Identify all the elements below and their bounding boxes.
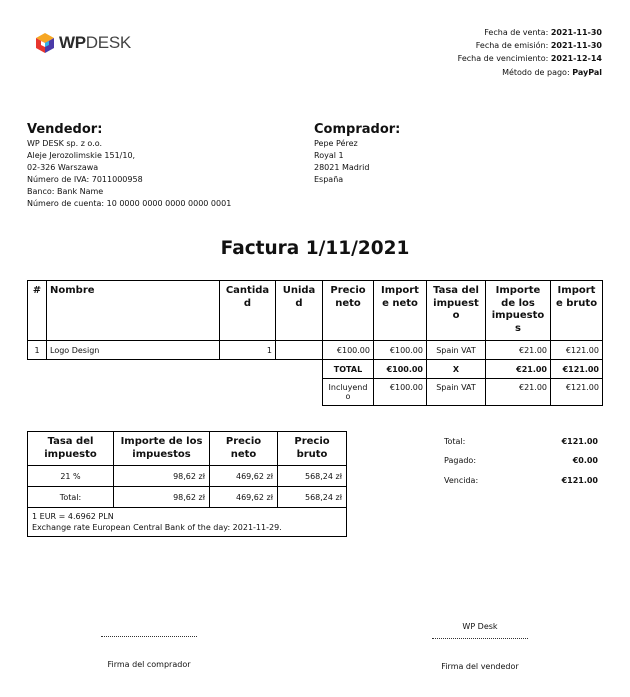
tax-amount: 98,62 zł <box>114 466 210 487</box>
col-number: # <box>28 281 47 341</box>
tax-total-label: Total: <box>28 487 114 508</box>
tax-header-row <box>28 432 347 466</box>
item-number: 1 <box>28 341 47 360</box>
item-net-price: €100.00 <box>323 341 374 360</box>
seller-heading: Vendedor: <box>27 122 103 137</box>
signature-line <box>101 636 197 637</box>
tax-gross: 568,24 zł <box>278 466 347 487</box>
item-gross-amount: €121.00 <box>551 341 603 360</box>
tax-total-amount: 98,62 zł <box>114 487 210 508</box>
col-tax-rate: Tasa del impuest o <box>427 281 486 341</box>
item-unit <box>276 341 323 360</box>
buyer-signature-label: Firma del comprador <box>107 660 191 669</box>
seller-name: WP DESK sp. z o.o. <box>27 139 103 148</box>
col-unit: Unida d <box>276 281 323 341</box>
item-tax-amount: €21.00 <box>486 341 551 360</box>
items-header-row <box>28 281 603 341</box>
item-name: Logo Design <box>47 341 220 360</box>
total-tax-rate: X <box>427 360 486 379</box>
invoice-title: Factura 1/11/2021 <box>220 238 410 259</box>
items-table <box>27 280 603 406</box>
buyer-street: Royal 1 <box>314 151 344 160</box>
total-gross: €121.00 <box>551 360 603 379</box>
tax-total-gross: 568,24 zł <box>278 487 347 508</box>
item-quantity: 1 <box>220 341 276 360</box>
issue-date-row: Fecha de emisión: 2021-11-30 <box>475 41 602 51</box>
seller-city: 02-326 Warszawa <box>27 163 99 172</box>
seller-signature-name: WP Desk <box>462 622 498 631</box>
total-net: €100.00 <box>374 360 427 379</box>
total-tax: €21.00 <box>486 360 551 379</box>
payment-totals <box>444 432 598 490</box>
exchange-source: Exchange rate European Central Bank of the day: 2021-11-29. <box>32 523 282 532</box>
seller-signature-label: Firma del vendedor <box>441 662 519 671</box>
including-label: Incluyend o <box>323 379 374 406</box>
including-row <box>28 379 603 406</box>
col-net-price: Precio neto <box>210 432 278 466</box>
col-gross-amount: Import e bruto <box>551 281 603 341</box>
exchange-rate: 1 EUR = 4.6962 PLN <box>32 512 114 521</box>
table-row <box>28 466 347 487</box>
seller-street: Aleje Jerozolimskie 151/10, <box>27 151 136 160</box>
buyer-signature <box>100 636 198 669</box>
seller-signature <box>431 622 529 671</box>
col-net-price: Precio neto <box>323 281 374 341</box>
seller-account: Número de cuenta: 10 0000 0000 0000 0000 0001 <box>27 199 232 208</box>
item-net-amount: €100.00 <box>374 341 427 360</box>
total-label: TOTAL <box>323 360 374 379</box>
signature-line <box>432 638 528 639</box>
due-date-row: Fecha de vencimiento: 2021-12-14 <box>457 54 602 64</box>
col-tax-amount: Importe de los impuestos <box>114 432 210 466</box>
buyer-block <box>314 122 400 186</box>
seller-block <box>27 122 231 210</box>
wpdesk-logo-icon <box>34 32 56 54</box>
including-tax: €21.00 <box>486 379 551 406</box>
logo-wordmark: WPDESK <box>59 33 131 52</box>
col-tax-rate: Tasa del impuesto <box>28 432 114 466</box>
exchange-note <box>28 508 347 537</box>
tax-rate: 21 % <box>28 466 114 487</box>
seller-vat: Número de IVA: 7011000958 <box>27 175 143 184</box>
tax-total-net: 469,62 zł <box>210 487 278 508</box>
tax-summary-table <box>27 431 347 537</box>
buyer-name: Pepe Pérez <box>314 139 358 148</box>
company-logo <box>34 32 131 54</box>
table-row <box>28 341 603 360</box>
seller-bank: Banco: Bank Name <box>27 187 104 196</box>
exchange-note-row <box>28 508 347 537</box>
total-row <box>28 360 603 379</box>
col-tax-amount: Importe de los impuesto s <box>486 281 551 341</box>
table-row <box>28 487 347 508</box>
including-gross: €121.00 <box>551 379 603 406</box>
buyer-city: 28021 Madrid <box>314 163 370 172</box>
including-net: €100.00 <box>374 379 427 406</box>
sale-date-row: Fecha de venta: 2021-11-30 <box>484 28 602 37</box>
col-net-amount: Import e neto <box>374 281 427 341</box>
tax-net: 469,62 zł <box>210 466 278 487</box>
col-quantity: Cantida d <box>220 281 276 341</box>
overdue-row: Vencida: €121.00 <box>444 475 598 485</box>
payment-method-row: Método de pago: PayPal <box>502 67 602 77</box>
buyer-heading: Comprador: <box>314 122 401 137</box>
buyer-country: España <box>314 175 344 184</box>
including-tax-rate: Spain VAT <box>427 379 486 406</box>
grand-total-row: Total: €121.00 <box>444 437 598 446</box>
invoice-meta <box>458 26 602 79</box>
item-tax-rate: Spain VAT <box>427 341 486 360</box>
paid-row: Pagado: €0.00 <box>444 456 598 466</box>
col-name: Nombre <box>47 281 220 341</box>
col-gross-price: Precio bruto <box>278 432 347 466</box>
